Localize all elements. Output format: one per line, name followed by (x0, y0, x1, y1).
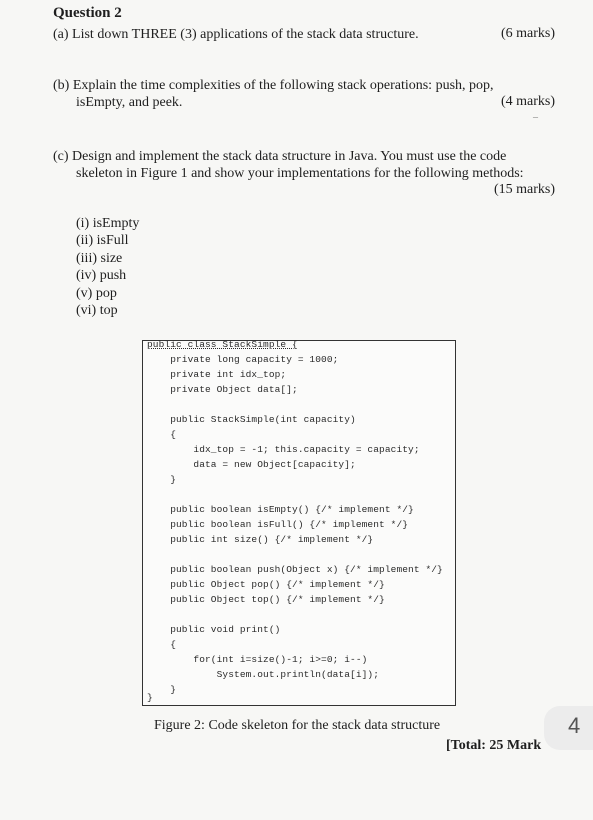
code-line: { (147, 429, 177, 440)
part-b-marks: (4 marks) (501, 94, 556, 109)
part-b-line1: (b) Explain the time complexities of the following stack operations: push, pop, (53, 78, 494, 93)
method-item: (iv) push (76, 268, 127, 283)
code-line: public boolean isFull() {/* implement */} (147, 519, 409, 530)
figure-caption: Figure 2: Code skeleton for the stack data structure (154, 718, 441, 733)
part-c-line1: (c) Design and implement the stack data structure in Java. You must use the code (53, 149, 507, 164)
code-line: public int size() {/* implement */} (147, 534, 374, 545)
code-line: public Object pop() {/* implement */} (147, 579, 385, 590)
code-line: { (147, 639, 177, 650)
method-item: (v) pop (76, 286, 117, 301)
page-number: 4 (568, 713, 581, 738)
code-line: private Object data[]; (147, 384, 298, 395)
code-line: private int idx_top; (147, 369, 287, 380)
method-item: (iii) size (76, 251, 123, 266)
code-line: public StackSimple(int capacity) (147, 414, 356, 425)
total-marks: [Total: 25 Mark (446, 738, 542, 753)
code-line: private long capacity = 1000; (147, 354, 339, 365)
code-line: } (147, 692, 153, 703)
code-line: public void print() (147, 624, 281, 635)
code-line: System.out.println(data[i]); (147, 669, 380, 680)
method-item: (vi) top (76, 303, 118, 318)
code-line: data = new Object[capacity]; (147, 459, 356, 470)
code-line: for(int i=size()-1; i>=0; i--) (147, 654, 368, 665)
code-line: public Object top() {/* implement */} (147, 594, 385, 605)
method-item: (ii) isFull (76, 233, 129, 248)
code-line: public class StackSimple { (147, 339, 298, 350)
code-line: } (147, 474, 177, 485)
code-line: public boolean push(Object x) {/* implement */} (147, 564, 443, 575)
part-c-line2: skeleton in Figure 1 and show your implementations for the following methods: (76, 166, 524, 181)
part-c-marks: (15 marks) (494, 182, 556, 197)
part-b-line2: isEmpty, and peek. (76, 95, 183, 110)
code-line: } (147, 684, 177, 695)
scan-mark: – (533, 112, 538, 123)
part-a-text: (a) List down THREE (3) applications of the stack data structure. (53, 27, 419, 42)
question-title: Question 2 (53, 5, 122, 21)
part-a-marks: (6 marks) (501, 26, 556, 41)
method-item: (i) isEmpty (76, 216, 140, 231)
code-line: idx_top = -1; this.capacity = capacity; (147, 444, 420, 455)
code-line: public boolean isEmpty() {/* implement */} (147, 504, 414, 515)
